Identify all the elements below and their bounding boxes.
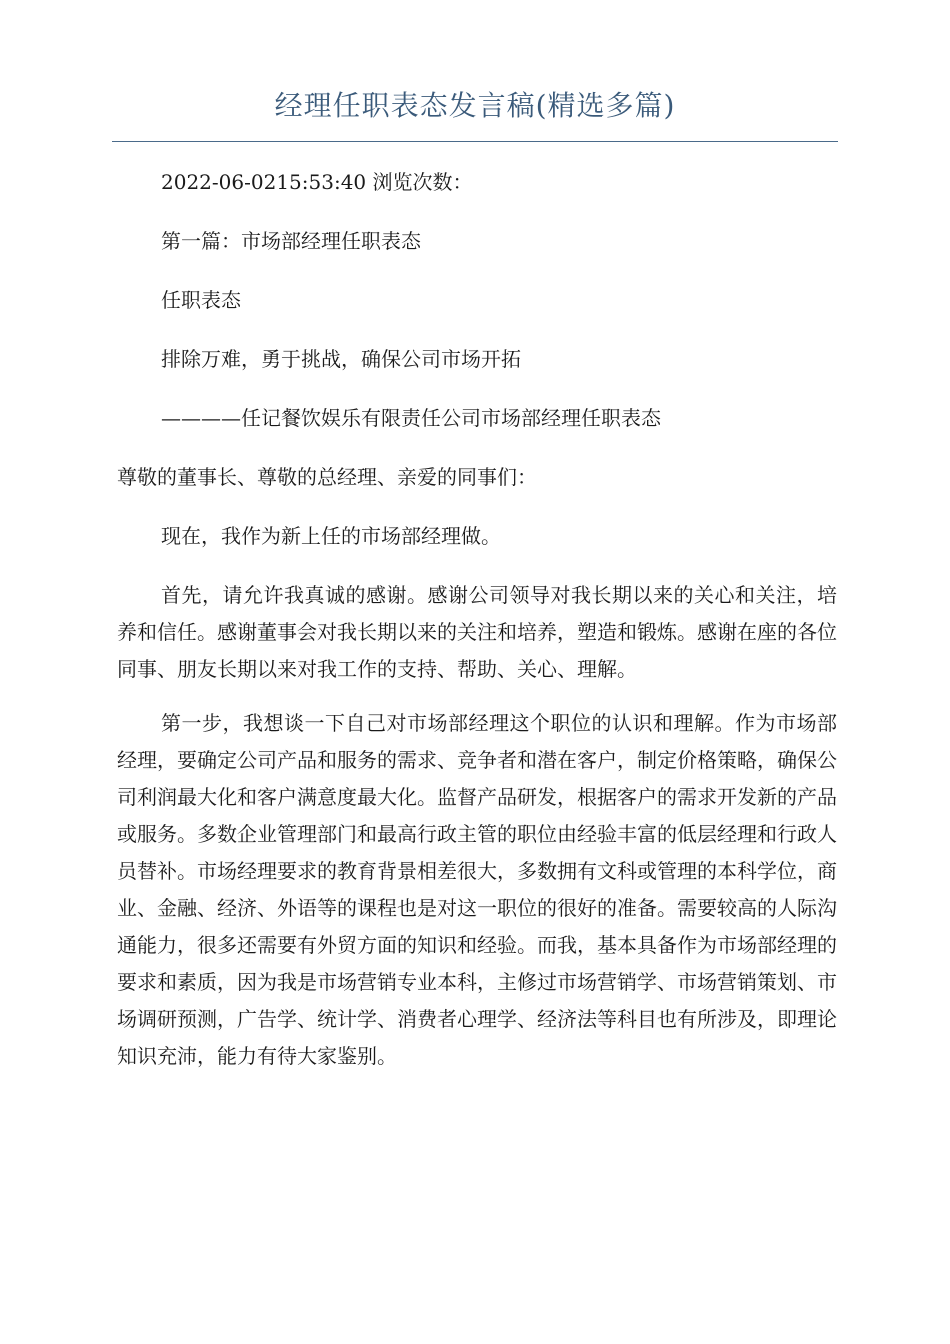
slogan: 排除万难，勇于挑战，确保公司市场开拓	[161, 347, 521, 371]
title-divider	[112, 141, 838, 142]
document-body	[117, 164, 837, 1075]
salutation: 尊敬的董事长、尊敬的总经理、亲爱的同事们：	[117, 465, 537, 489]
paragraph-3: 第一步，我想谈一下自己对市场部经理这个职位的认识和理解。作为市场部经理，要确定公司产品和服务的需求、竞争者和潜在客户，制定价格策略，确保公司利润最大化和客户满意度最大化。监督产品研发，根据客户的需求开发新的产品或服务。多数企业管理部门和最高行政主管的职位由经验丰富的低层经理和行政人员替补。市场经理要求的教育背景相差很大，多数拥有文科或管理的本科学位，商业、金融、经济、外语等的课程也是对这一职位的很好的准备。需要较高的人际沟通能力，很多还需要有外贸方面的知识和经验。而我，基本具备作为市场部经理的要求和素质，因为我是市场营销专业本科，主修过市场营销学、市场营销策划、市场调研预测，广告学、统计学、消费者心理学、经济法等科目也有所涉及，即理论知识充沛，能力有待大家鉴别。	[117, 711, 837, 1068]
meta-line: 2022-06-0215:53:40 浏览次数：	[161, 170, 473, 194]
section-heading: 第一篇：市场部经理任职表态	[161, 229, 421, 253]
subheading: 任职表态	[161, 288, 241, 312]
paragraph-1: 现在，我作为新上任的市场部经理做。	[161, 524, 501, 548]
byline: ————任记餐饮娱乐有限责任公司市场部经理任职表态	[161, 406, 661, 430]
document-title: 经理任职表态发言稿(精选多篇)	[274, 89, 676, 122]
paragraph-2: 首先，请允许我真诚的感谢。感谢公司领导对我长期以来的关心和关注，培养和信任。感谢董事会对我长期以来的关注和培养，塑造和锻炼。感谢在座的各位同事、朋友长期以来对我工作的支持、帮助、关心、理解。	[117, 583, 837, 681]
